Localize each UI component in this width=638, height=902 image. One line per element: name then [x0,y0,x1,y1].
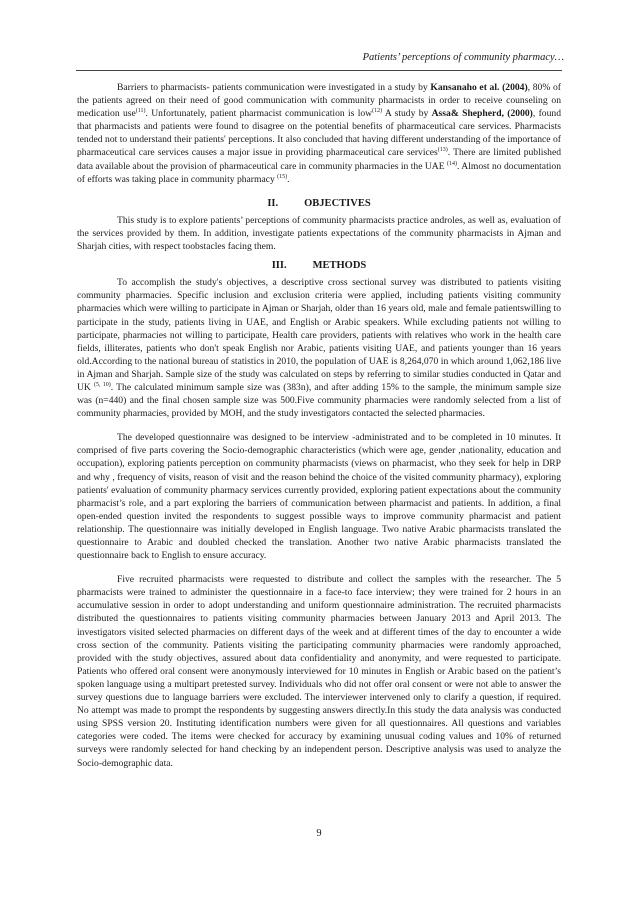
header-rule [76,70,562,71]
intro-text: . [287,173,290,185]
intro-text: . Almost no documentation of efforts was taking place in community pharmacy [77,160,561,185]
reference-marker: (12) [372,108,383,115]
methods-paragraph-1 [77,276,561,420]
intro-text: . Unfortunately, patient pharmacist communication is low [145,108,373,120]
intro-paragraph [77,81,561,186]
running-head: Patients’ perceptions of community pharmacy… [362,52,564,63]
citation-author: Assa& Shepherd, (2000) [431,108,533,120]
methods-paragraph-2: The developed questionnaire was designed to be interview -administrated and to be completed in 10 minutes. It comprised of five parts covering the Socio-demographic characteristics (which were age, gender ,nationality, education and occupation), exploring patients perception on community pharmacists (views on pharmacist, who they seek for help in DRP and why , frequency of visits, reason of visit and the reason behind the choice of the visited community pharmacy), exploring patients' evaluation of community pharmacy services currently provided, exploring patient expectations about the community pharmacist’s role, and a part exploring the barriers of communication between pharmacist and patients. In addition, a final open-ended question invited the respondents to suggest possible ways to improve community pharmacist and patient relationship. The questionnaire was initially developed in English language. Two native Arabic pharmacists translated the questionnaire to Arabic and doubled checked the translation. Another two native Arabic pharmacists translated the questionnaire back to English to ensure accuracy. [77,432,561,562]
section-number: II. [267,197,279,209]
reference-marker: (11) [135,108,146,115]
section-title: METHODS [312,260,367,272]
reference-marker: (14) [447,160,458,167]
article-body [77,81,561,781]
methods-text: . The calculated minimum sample size was (383n), and after adding 15% to the sample, the minimum sample size was (n=440) and the final chosen sample size was 500.Five community pharmacies were randomly selected from a list of community pharmacies, provided by MOH, and the study investigators contacted the selected pharmacies. [77,381,561,420]
intro-text: A study by [382,108,432,120]
citation-author: Kansanaho et al. (2004) [430,82,528,93]
objectives-heading [77,197,561,210]
methods-heading [77,259,561,272]
intro-text: , 80% of the patients agreed on their need of good communication with community pharmacists in order to receive counseling on medication use [77,82,561,120]
reference-marker: (15) [277,173,288,180]
section-title: OBJECTIVES [304,197,371,209]
methods-text: To accomplish the study's objectives, a descriptive cross sectional survey was distributed to patients visiting community pharmacies. Specific inclusion and exclusion criteria were applied, including patients visiting community pharmacies which were willing to participate in Ajman or Sharjah, older than 16 years old, male and female patientswilling to participate in the study, patients living in UAE, and English or Arabic speakers. While excluding patients not willing to participate, pharmacies not willing to participate, Health care providers, patients with relatives who work in the health care fields, illiterates, patients who don't speak English nor Arabic, patients visiting UAE, and patients younger than 16 years old.According to the national bureau of statistics in 2010, the population of UAE is 8,264,070 in which around 1,062,186 live in Ajman and Sharjah. Sample size of the study was calculated on steps by referring to similar studies conducted in Qatar and UK [77,277,561,393]
page-number: 9 [316,828,322,839]
intro-text: . There are limited published data available about the provision of pharmaceutical care in community pharmacies in the UAE [77,147,561,172]
methods-paragraph-3: Five recruited pharmacists were requested to distribute and collect the samples with the researcher. The 5 pharmacists were trained to administer the questionnaire in a face-to face interview; they were trained for 2 hours in an accumulative session in order to adopt understanding and uniform questionnaire administration. The recruited pharmacists distributed the questionnaires to patients visiting community pharmacies between January 2013 and April 2013. The investigators visited selected pharmacies on different days of the week and at different times of the day to encounter a wide cross section of the community. Patients visiting the participating community pharmacies were randomly approached, provided with the study objectives, assured about data confidentiality and anonymity, and were requested to participate. Patients who offered oral consent were anonymously interviewed for 10 minutes in English or Arabic based on the patient’s spoken language using a multipart pretested survey. Individuals who did not offer oral consent or were not able to answer the survey questions due to language barriers were excluded. The interviewer intervened only to clarify a question, if required. No attempt was made to prompt the respondents by suggesting answers directly.In this study the data analysis was conducted using SPSS version 20. Instituting identification numbers were given for all questionnaires. All questions and variables categories were coded. The items were checked for accuracy by examining unusual coding values and 10% of returned surveys were randomly selected for hand checking by an independent person. Descriptive analysis was used to analyze the Socio-demographic data. [77,574,561,769]
section-number: III. [271,260,287,272]
reference-marker: (13) [437,147,448,154]
reference-marker: (5, 10) [94,381,111,388]
objectives-paragraph: This study is to explore patients’ perceptions of community pharmacists practice androles, as well as, evaluation of the services provided by them. In addition, investigate patients expectations of the community pharmacists in Ajman and Sharjah cities, with respect toobstacles facing them. [77,214,561,253]
intro-text: , found that pharmacists and patients were found to disagree on the potential benefits of pharmaceutical care services. Pharmacists tended not to understand their patients' perceptions. It also concluded that having different understanding of the importance of pharmaceutical care services causes a major issue in providing pharmaceutical care services [77,108,561,159]
intro-text: Barriers to pharmacists- patients communication were investigated in a study by [117,82,431,93]
